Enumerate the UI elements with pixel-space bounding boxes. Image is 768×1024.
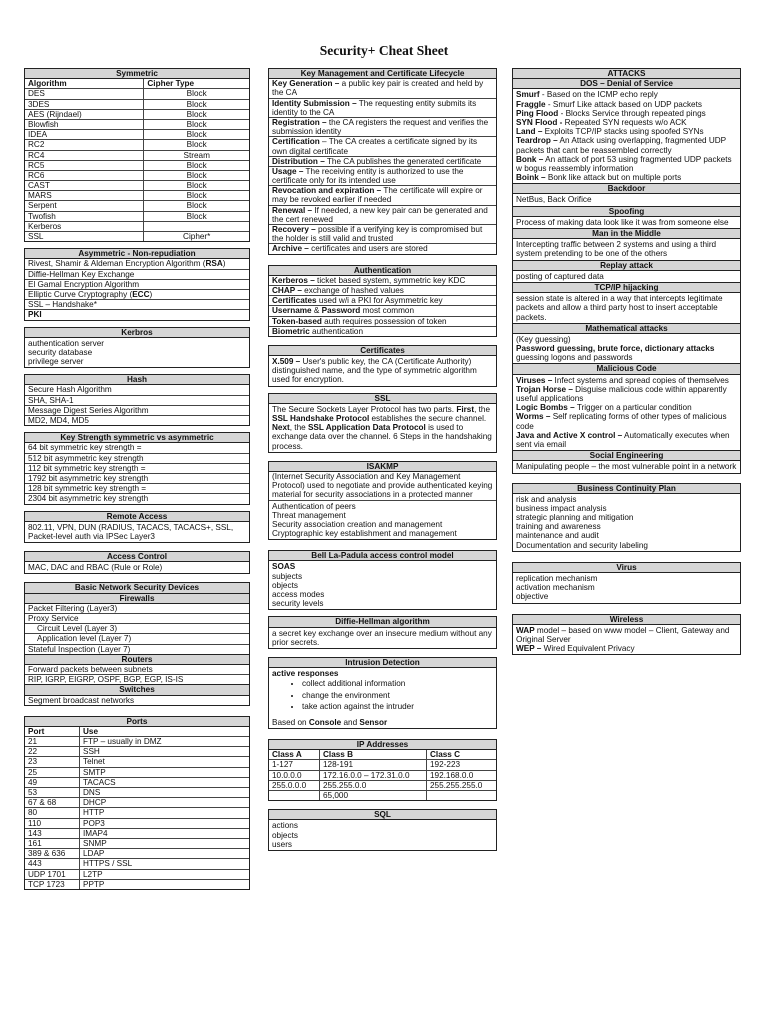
intrusion-detection-body <box>269 668 496 728</box>
table-cell: HTTPS / SSL <box>80 859 250 869</box>
table-cell: 255.255.255.0 <box>427 780 497 790</box>
table-cell: Block <box>144 211 249 221</box>
virus-list <box>513 573 740 603</box>
table-cell: Block <box>144 140 249 150</box>
spoofing-subheader: Spoofing <box>513 206 740 217</box>
list-item: 512 bit asymmetric key strength <box>25 454 249 464</box>
table-cell: AES (Rijndael) <box>25 109 144 119</box>
col-header: Class A <box>269 750 320 760</box>
table-row <box>25 767 249 777</box>
col-header: Cipher Type <box>144 79 249 89</box>
table-cell: 23 <box>25 757 80 767</box>
dos-subheader: DOS – Denial of Service <box>513 79 740 89</box>
table-cell: Blowfish <box>25 119 144 129</box>
list-item: 112 bit symmetric key strength = <box>25 464 249 474</box>
table-cell: PPTP <box>80 879 250 889</box>
table-cell: MARS <box>25 191 144 201</box>
intrusion-detection-box <box>268 657 497 729</box>
list-item: El Gamal Encryption Algorithm <box>25 280 249 290</box>
table-cell: RC2 <box>25 140 144 150</box>
table-cell: 67 & 68 <box>25 798 80 808</box>
list-item: Forward packets between subnets <box>25 665 249 675</box>
table-row <box>25 160 249 170</box>
list-item: Threat management <box>272 510 346 520</box>
list-item: Token-based auth requires possession of token <box>269 317 496 327</box>
table-cell: 10.0.0.0 <box>269 770 320 780</box>
isakmp-intro: (Internet Security Association and Key Management Protocol) used to negotiate and provide authenticated keying material for security associations in a protected manner <box>269 472 496 501</box>
list-item: (Key guessing) <box>516 334 571 344</box>
list-item: Elliptic Curve Cryptography (ECC) <box>25 290 249 300</box>
tcpip-subheader: TCP/IP hijacking <box>513 282 740 293</box>
bell-lapadula-list <box>269 561 496 609</box>
list-item: Ping Flood - Blocks Service through repeated pings <box>516 108 706 118</box>
table-cell: 389 & 636 <box>25 849 80 859</box>
network-devices-box <box>24 582 250 705</box>
list-item: Worms – Self replicating forms of other types of malicious code <box>516 412 727 431</box>
table-cell: SSL <box>25 232 144 242</box>
table-row <box>25 747 249 757</box>
list-item: Stateful Inspection (Layer 7) <box>28 644 131 654</box>
hash-header: Hash <box>25 375 249 385</box>
sql-box <box>268 809 497 851</box>
table-row <box>269 791 496 801</box>
table-cell: IDEA <box>25 130 144 140</box>
list-item: Distribution – The CA publishes the generated certificate <box>269 157 496 167</box>
list-item: strategic planning and mitigation <box>516 513 634 523</box>
list-item: objects <box>272 580 298 590</box>
sql-header: SQL <box>269 810 496 820</box>
table-row <box>25 221 249 231</box>
diffie-hellman-box <box>268 616 497 649</box>
table-cell: IMAP4 <box>80 828 250 838</box>
list-item: access modes <box>272 590 325 599</box>
table-cell: 3DES <box>25 99 144 109</box>
table-cell: Block <box>144 89 249 99</box>
list-item: authentication server <box>28 338 105 348</box>
list-item: RIP, IGRP, EIGRP, OSPF, BGP, EGP, IS-IS <box>28 675 184 685</box>
list-item: Certification – The CA creates a certificate signed by its own digital certificate <box>269 137 496 156</box>
table-row <box>25 777 249 787</box>
list-item: Password guessing, brute force, dictionary attacks <box>516 344 715 354</box>
table-cell: DHCP <box>80 798 250 808</box>
authentication-list <box>269 276 496 336</box>
table-cell: Block <box>144 181 249 191</box>
list-item: Username & Password most common <box>269 306 496 316</box>
table-cell: 255.0.0.0 <box>269 780 320 790</box>
table-cell: RC6 <box>25 170 144 180</box>
table-cell: 25 <box>25 767 80 777</box>
bcp-list <box>513 494 740 551</box>
list-item: Rivest, Shamir & Aldeman Encryption Algorithm (RSA) <box>25 259 249 269</box>
table-row <box>25 150 249 160</box>
table-cell: LDAP <box>80 849 250 859</box>
virus-header: Virus <box>513 563 740 573</box>
table-cell: 255.255.0.0 <box>320 780 427 790</box>
list-item: Certificates used w/i a PKI for Asymmetric key <box>269 296 496 306</box>
table-cell: Block <box>144 119 249 129</box>
table-cell: TCP 1723 <box>25 879 80 889</box>
access-control-text: MAC, DAC and RBAC (Rule or Role) <box>28 563 163 573</box>
col-header: Class C <box>427 750 497 760</box>
col-header: Algorithm <box>25 79 144 89</box>
list-item: Registration – the CA registers the request and verifies the submission identity <box>269 118 496 137</box>
list-item: Recovery – possible if a verifying key is compromised but the holder is still valid and trusted <box>269 225 496 244</box>
virus-box <box>512 562 741 604</box>
list-item: Authentication of peers <box>272 501 356 511</box>
kerbros-box <box>24 327 250 369</box>
table-cell: FTP – usually in DMZ <box>80 737 250 747</box>
ports-header: Ports <box>25 717 249 727</box>
table-cell: 110 <box>25 818 80 828</box>
table-cell: 192-223 <box>427 760 497 770</box>
list-item: Proxy Service <box>25 614 249 624</box>
list-item: 64 bit symmetric key strength = <box>25 443 249 453</box>
list-item: guessing logons and passwords <box>516 353 633 363</box>
table-row <box>25 130 249 140</box>
table-row <box>25 737 249 747</box>
table-cell: DES <box>25 89 144 99</box>
list-lead: SOAS <box>272 562 296 572</box>
table-row <box>25 211 249 221</box>
table-cell: Block <box>144 191 249 201</box>
ip-addresses-header: IP Addresses <box>269 740 496 750</box>
wireless-box <box>512 614 741 656</box>
list-item: CHAP – exchange of hashed values <box>269 286 496 296</box>
table-cell: RC5 <box>25 160 144 170</box>
table-row <box>25 808 249 818</box>
key-management-list <box>269 79 496 253</box>
kerbros-header: Kerbros <box>25 328 249 338</box>
list-item: Smurf - Based on the ICMP echo reply <box>516 90 658 100</box>
col-header: Use <box>80 727 250 737</box>
list-item: privilege server <box>28 357 84 367</box>
table-cell: Kerberos <box>25 221 144 231</box>
table-cell: SNMP <box>80 838 250 848</box>
table-row <box>25 119 249 129</box>
table-row <box>25 849 249 859</box>
table-cell: Block <box>144 170 249 180</box>
table-row <box>25 109 249 119</box>
table-cell: TACACS <box>80 777 250 787</box>
list-item: Application level (Layer 7) <box>25 634 249 644</box>
list-lead: active responses <box>272 669 339 679</box>
isakmp-header: ISAKMP <box>269 462 496 472</box>
list-item: Segment broadcast networks <box>28 695 135 705</box>
attacks-header: ATTACKS <box>513 69 740 79</box>
table-cell: 65,000 <box>320 791 427 801</box>
table-cell: CAST <box>25 181 144 191</box>
bcp-header: Business Continuity Plan <box>513 484 740 494</box>
table-row <box>25 798 249 808</box>
table-cell: L2TP <box>80 869 250 879</box>
list-item: • change the environment <box>302 690 493 701</box>
list-item: Circuit Level (Layer 3) <box>25 624 249 634</box>
backdoor-text: NetBus, Back Orifice <box>516 195 592 205</box>
table-cell <box>144 221 249 231</box>
math-subheader: Mathematical attacks <box>513 323 740 334</box>
table-row <box>25 757 249 767</box>
table-row <box>25 201 249 211</box>
col-header: Port <box>25 727 80 737</box>
column-left <box>24 68 250 896</box>
dos-list <box>513 89 740 183</box>
ssl-text: The Secure Sockets Layer Protocol has two parts. First, the SSL Handshake Protocol establishes the secure channel. Next, the SSL Application Data Protocol is used to exchange data over the channel. 6 Steps in the handshaking process. <box>272 404 492 451</box>
table-cell: Block <box>144 99 249 109</box>
list-item: Archive – certificates and users are stored <box>272 244 428 254</box>
spoofing-text: Process of making data look like it was from someone else <box>516 217 729 227</box>
authentication-box <box>268 265 497 337</box>
math-list <box>513 334 740 364</box>
table-row <box>25 818 249 828</box>
wireless-header: Wireless <box>513 615 740 625</box>
wireless-list <box>513 625 740 655</box>
malicious-code-list <box>513 375 740 451</box>
ports-box <box>24 716 250 890</box>
table-cell: 1-127 <box>269 760 320 770</box>
ports-table <box>25 727 249 889</box>
symmetric-table <box>25 79 249 241</box>
list-item: security database <box>28 347 93 357</box>
asymmetric-box <box>24 248 250 320</box>
list-item: subjects <box>272 571 303 581</box>
list-item: 1792 bit asymmetric key strength <box>25 474 249 484</box>
list-item: activation mechanism <box>516 583 595 593</box>
table-cell: 80 <box>25 808 80 818</box>
column-right <box>512 68 741 661</box>
key-management-header: Key Management and Certificate Lifecycle <box>269 69 496 79</box>
list-item: • take action against the intruder <box>302 701 493 712</box>
bell-lapadula-box <box>268 550 497 610</box>
remote-access-box <box>24 511 250 544</box>
list-item: SYN Flood - Repeated SYN requests w/o ACK <box>516 117 687 127</box>
table-row <box>25 879 249 889</box>
authentication-header: Authentication <box>269 266 496 276</box>
table-cell: POP3 <box>80 818 250 828</box>
list-item: Diffie-Hellman Key Exchange <box>25 270 249 280</box>
list-item: Biometric authentication <box>272 326 364 336</box>
list-item: training and awareness <box>516 522 601 532</box>
kerbros-list <box>25 338 249 368</box>
table-cell: 53 <box>25 788 80 798</box>
table-cell: Block <box>144 201 249 211</box>
switches-subheader: Switches <box>25 684 249 695</box>
table-cell: 192.168.0.0 <box>427 770 497 780</box>
list-item: Logic Bombs – Trigger on a particular condition <box>516 403 692 413</box>
table-cell: SSH <box>80 747 250 757</box>
table-cell: 172.16.0.0 – 172.31.0.0 <box>320 770 427 780</box>
list-item: PKI <box>28 310 42 320</box>
table-cell: Block <box>144 109 249 119</box>
diffie-hellman-header: Diffie-Hellman algorithm <box>269 617 496 627</box>
table-row <box>25 89 249 99</box>
list-item: Viruses – Infect systems and spread copies of themselves <box>516 375 729 385</box>
table-cell: HTTP <box>80 808 250 818</box>
table-cell: Stream <box>144 150 249 160</box>
table-cell: 443 <box>25 859 80 869</box>
list-item: users <box>272 839 293 849</box>
list-item: • collect additional information <box>302 678 493 689</box>
ssl-box <box>268 393 497 453</box>
col-header: Class B <box>320 750 427 760</box>
tcpip-text: session state is altered in a way that intercepts legitimate packets and allow a third party host to insert acceptable packets. <box>516 294 723 322</box>
table-cell: 49 <box>25 777 80 787</box>
table-cell: 22 <box>25 747 80 757</box>
table-cell: SMTP <box>80 767 250 777</box>
table-cell: 128-191 <box>320 760 427 770</box>
list-item: maintenance and audit <box>516 531 599 541</box>
table-row <box>25 99 249 109</box>
certificates-box <box>268 345 497 387</box>
key-strength-header: Key Strength symmetric vs asymmetric <box>25 433 249 443</box>
list-item: Cryptographic key establishment and management <box>272 529 457 539</box>
list-item: Renewal – If needed, a new key pair can be generated and the cert renewed <box>269 206 496 225</box>
backdoor-subheader: Backdoor <box>513 183 740 194</box>
table-row <box>25 869 249 879</box>
table-row <box>269 760 496 770</box>
isakmp-list <box>269 501 496 540</box>
table-cell: 143 <box>25 828 80 838</box>
table-cell: Twofish <box>25 211 144 221</box>
table-row <box>25 838 249 848</box>
list-item: Documentation and security labeling <box>516 540 648 550</box>
list-item: Fraggle - Smurf Like attack based on UDP packets <box>516 99 702 109</box>
table-row <box>25 788 249 798</box>
access-control-box <box>24 551 250 574</box>
list-item: MD2, MD4, MD5 <box>28 416 89 425</box>
table-row <box>25 170 249 180</box>
table-row <box>25 191 249 201</box>
network-devices-header: Basic Network Security Devices <box>25 583 249 593</box>
replay-text: posting of captured data <box>516 271 604 281</box>
list-item: SSL – Handshake* <box>25 300 249 310</box>
malicious-code-subheader: Malicious Code <box>513 363 740 374</box>
attacks-box <box>512 68 741 474</box>
bcp-box <box>512 483 741 552</box>
list-item: Security association creation and management <box>272 519 443 529</box>
list-item: Trojan Horse – Disguise malicious code within apparently useful applications <box>516 384 727 403</box>
table-row <box>25 828 249 838</box>
diffie-hellman-text: a secret key exchange over an insecure medium without any prior secrets. <box>272 628 492 647</box>
list-item: Usage – The receiving entity is authorized to use the certificate only for its intended use <box>269 167 496 186</box>
list-item: Kerberos – ticket based system, symmetric key KDC <box>269 276 496 286</box>
table-cell <box>269 791 320 801</box>
isakmp-box <box>268 461 497 541</box>
page-title: Security+ Cheat Sheet <box>319 43 449 58</box>
table-row <box>25 140 249 150</box>
list-item: 2304 bit asymmetric key strength <box>28 494 149 504</box>
list-item: actions <box>272 821 298 831</box>
table-cell: Serpent <box>25 201 144 211</box>
access-control-header: Access Control <box>25 552 249 562</box>
list-item: objects <box>272 830 298 840</box>
table-cell: RC4 <box>25 150 144 160</box>
list-item: objective <box>516 592 549 602</box>
list-item: Message Digest Series Algorithm <box>25 406 249 416</box>
list-item: Boink – Bonk like attack but on multiple ports <box>516 173 682 183</box>
column-middle <box>268 68 497 857</box>
certificates-text: X.509 – User's public key, the CA (Certificate Authority) distinguished name, and the type of symmetric algorithm used for encryption. <box>272 357 477 385</box>
table-cell: 161 <box>25 838 80 848</box>
mitm-text: Intercepting traffic between 2 systems and using a third system pretending to be one of the others <box>516 240 717 259</box>
list-item: business impact analysis <box>516 503 607 513</box>
list-item: Packet Filtering (Layer3) <box>25 604 249 614</box>
ip-addresses-table <box>269 750 496 800</box>
list-item: replication mechanism <box>516 574 598 583</box>
key-management-box <box>268 68 497 255</box>
list-item: SHA, SHA-1 <box>25 396 249 406</box>
table-row <box>269 780 496 790</box>
replay-subheader: Replay attack <box>513 260 740 271</box>
bell-lapadula-header: Bell La-Padula access control model <box>269 551 496 561</box>
list-item: Land – Exploits TCP/IP stacks using spoofed SYNs <box>516 127 704 137</box>
table-cell: Telnet <box>80 757 250 767</box>
ip-addresses-box <box>268 739 497 801</box>
symmetric-box <box>24 68 250 242</box>
intrusion-detection-footer: Based on Console and Sensor <box>272 717 388 727</box>
list-item: Key Generation – a public key pair is created and held by the CA <box>269 79 496 98</box>
list-item: Teardrop – An Attack using overlapping, fragmented UDP packets that cant be reassembled correctly <box>516 136 726 155</box>
social-text: Manipulating people – the most vulnerable point in a network <box>516 462 737 472</box>
sql-list <box>269 820 496 850</box>
list-item: Bonk – An attack of port 53 using fragmented UDP packets w bogus reassembly information <box>516 154 732 173</box>
list-item: WEP – Wired Equivalent Privacy <box>516 644 635 654</box>
symmetric-header: Symmetric <box>25 69 249 79</box>
ssl-header: SSL <box>269 394 496 404</box>
remote-access-text: 802.11, VPN, DUN (RADIUS, TACACS, TACACS+, SSL, Packet-level auth via IPSec Layer3 <box>28 522 234 541</box>
list-item: Java and Active X control – Automatically executes when sent via email <box>516 430 730 449</box>
list-item: Secure Hash Algorithm <box>25 385 249 395</box>
bullet-list <box>272 678 493 712</box>
intrusion-detection-header: Intrusion Detection <box>269 658 496 668</box>
list-item: 128 bit symmetric key strength = <box>25 484 249 494</box>
mitm-subheader: Man in the Middle <box>513 228 740 239</box>
list-item: Revocation and expiration – The certificate will expire or may be revoked earlier if needed <box>269 186 496 205</box>
table-cell: UDP 1701 <box>25 869 80 879</box>
table-row <box>25 859 249 869</box>
table-cell: Block <box>144 160 249 170</box>
table-cell <box>427 791 497 801</box>
list-item: risk and analysis <box>516 494 577 504</box>
table-cell: DNS <box>80 788 250 798</box>
table-cell: 21 <box>25 737 80 747</box>
table-row <box>25 181 249 191</box>
list-item: Identity Submission – The requesting entity submits its identity to the CA <box>269 99 496 118</box>
hash-box <box>24 374 250 426</box>
social-subheader: Social Engineering <box>513 450 740 461</box>
table-cell: Cipher* <box>144 232 249 242</box>
table-cell: Block <box>144 130 249 140</box>
certificates-header: Certificates <box>269 346 496 356</box>
firewalls-subheader: Firewalls <box>25 594 249 604</box>
remote-access-header: Remote Access <box>25 512 249 522</box>
list-item: security levels <box>272 599 324 609</box>
list-item: WAP model – based on www model – Client, Gateway and Original Server <box>516 625 730 644</box>
table-row <box>25 232 249 242</box>
routers-subheader: Routers <box>25 654 249 665</box>
key-strength-box <box>24 432 250 504</box>
asymmetric-header: Asymmetric - Non-repudiation <box>25 249 249 259</box>
table-row <box>269 770 496 780</box>
